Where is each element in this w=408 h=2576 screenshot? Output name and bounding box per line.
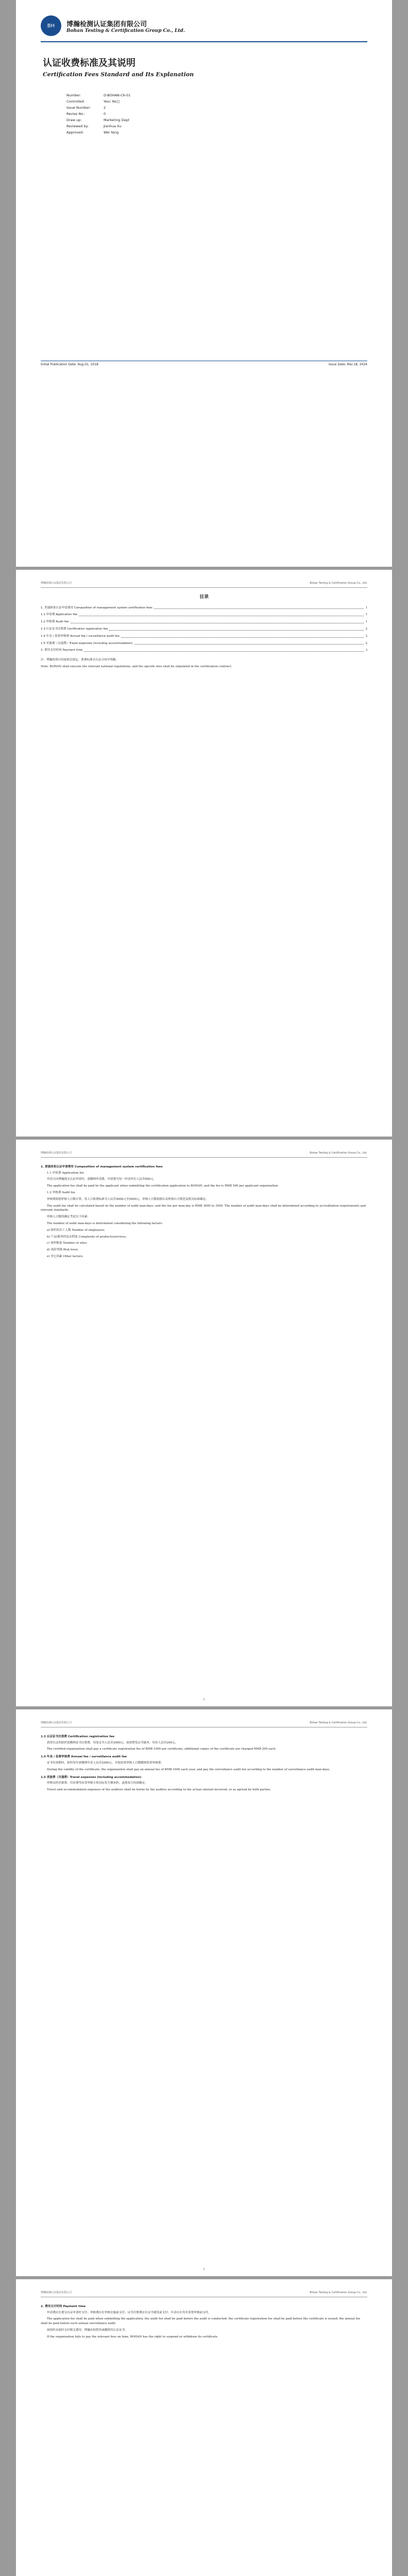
document-title-en: Certification Fees Standard and Its Explanation <box>43 71 194 78</box>
meta-row <box>66 117 367 123</box>
paragraph: The number of audit man-days is determined considering the following factors: <box>47 1222 163 1225</box>
toc-entry-label: 2. 费用支付时间 Payment time <box>41 649 83 652</box>
paragraph: 审核费依据审核人日数计算，每人日收费标准为人民币3000元至3500元。审核人日数依据认证机构认可规范及相关标准确定。 <box>47 1197 209 1201</box>
paragraph: 申请方向博瀚提交认证申请时，需缴纳申请费。申请费为每一申请单位人民币500元。 <box>47 1178 157 1181</box>
meta-key: Controlled: <box>66 99 85 104</box>
section-heading: 1.5 差旅费（交通费）Travel expenses (including accommodation) <box>41 1775 142 1779</box>
toc-entry-label: 1.4 年金 / 监督审核费 Annual fee / surveillance audit fee <box>41 634 120 638</box>
paragraph: The certified organization shall pay a certificate registration fee of RMB 1000 per certificate; additional copies of the certificate are charged RMB 200 each. <box>47 1748 277 1751</box>
section-heading: 1.4 年金 / 监督审核费 Annual fee / surveillance audit fee <box>41 1755 127 1759</box>
cover-page <box>16 0 392 567</box>
table-of-contents <box>41 606 367 653</box>
paragraph: The application fee shall be paid when submitting the application; the audit fee shall be paid before the audit is conducted; the certificate registration fee shall be paid before the certificate is issued; the annual fee shall be paid before each annual surveillance audit. <box>41 2317 361 2326</box>
paragraph: c) 场所数量 Number of sites; <box>47 1242 88 1245</box>
toc-entry-page: 1 <box>365 620 367 624</box>
meta-row <box>66 105 367 111</box>
section-heading: 2. 费用支付时间 Payment time <box>41 2304 86 2308</box>
meta-value: 2 <box>104 106 106 110</box>
toc-entry[interactable] <box>41 613 367 617</box>
toc-leader <box>121 637 364 638</box>
page-number: 2 <box>203 2268 205 2271</box>
paragraph: 证书有效期内，组织每年需缴纳年金人民币1000元，并按监督审核人日数缴纳监督审核费。 <box>47 1761 164 1765</box>
document-meta <box>66 92 367 135</box>
paragraph: 如组织未按时支付相关费用，博瀚有权暂停或撤销其认证证书。 <box>47 2328 128 2332</box>
toc-leader <box>134 644 364 645</box>
paragraph: The audit fee shall be calculated based on the number of audit man-days, and the fee per man-day is RMB 3000 to 3500. The number of audit man-days shall be determined according to accreditation requirements and relevant standards. <box>41 1204 366 1212</box>
page-number: 1 <box>203 1698 205 1701</box>
toc-entry[interactable] <box>41 606 367 611</box>
running-header: 博瀚检测认证集团有限公司 Bohan Testing & Certification Group Co., Ltd. <box>41 581 367 588</box>
toc-entry-label: 1. 普通体系认证申请费用 Composition of management system certification fees <box>41 606 152 609</box>
meta-value: 0 <box>104 112 106 116</box>
section-heading: 1.3 认证证书注册费 Certification registration fee <box>41 1735 115 1738</box>
toc-note-en: Note: BOHAN shall execute the relevant national regulations, and the specific fees shall be stipulated in the certification contract. <box>41 665 232 668</box>
paragraph: If the organization fails to pay the relevant fees on time, BOHAN has the right to suspend or withdraw its certificate. <box>47 2335 218 2338</box>
meta-key: Issue Number: <box>66 106 91 110</box>
paragraph: 申请费应在提交认证申请时支付；审核费应在审核实施前支付；证书注册费应在证书颁发前支付；年金应在每年监督审核前支付。 <box>47 2311 211 2314</box>
content-page <box>16 1140 392 1706</box>
toc-entry-label: 1.5 差旅费（交通费）Travel expenses (including accommodation) <box>41 641 133 645</box>
toc-entry[interactable] <box>41 641 367 646</box>
meta-key: Approved: <box>66 130 84 134</box>
toc-entry-label: 1.2 审核费 Audit fee <box>41 620 69 624</box>
meta-value: Yes√ No□ <box>104 99 120 104</box>
document-title-cn: 认证收费标准及其说明 <box>43 58 135 69</box>
publish-date: Initial Publication Date: Aug.01, 2018 <box>41 363 98 366</box>
paragraph: 审核员的差旅费、住宿费等由受审核方按实际发生额承担，或按双方协商确定。 <box>47 1782 148 1785</box>
meta-row <box>66 129 367 135</box>
company-name-en: Bohan Testing & Certification Group Co., Ltd. <box>66 28 185 33</box>
toc-entry[interactable] <box>41 648 367 653</box>
meta-value: Jianhua Xu <box>104 124 122 128</box>
toc-entry-page: 2 <box>365 627 367 631</box>
meta-value: Marketing Dept <box>104 118 130 122</box>
toc-leader <box>109 630 364 631</box>
toc-note-cn: 注：博瀚将执行国家相关规定，收费标准在认证合同中明确。 <box>41 658 119 662</box>
toc-page <box>16 570 392 1137</box>
running-header: 博瀚检测认证集团有限公司 Bohan Testing & Certification Group Co., Ltd. <box>41 1151 367 1158</box>
meta-row <box>66 98 367 105</box>
company-header <box>41 15 367 36</box>
meta-value: Wei Yang <box>104 130 119 134</box>
toc-entry-page: 3 <box>365 649 367 652</box>
paragraph: Travel and accommodation expenses of the auditors shall be borne by the auditee according to the actual amount incurred, or as agreed by both parties. <box>47 1788 271 1792</box>
toc-entry[interactable] <box>41 627 367 632</box>
running-header: 博瀚检测认证集团有限公司 Bohan Testing & Certification Group Co., Ltd. <box>41 1721 367 1727</box>
toc-entry-label: 1.1 申请费 Application fee <box>41 613 78 617</box>
meta-key: Number: <box>66 93 81 97</box>
paragraph: b) 产品/服务的复杂程度 Complexity of products/services; <box>47 1235 127 1239</box>
meta-value: D-BOHAN-C6-01 <box>104 93 131 97</box>
date-row <box>41 361 367 366</box>
paragraph: 获得认证的组织需缴纳证书注册费，每张证书人民币1000元；如需增发证书副本，每份人民币200元。 <box>47 1741 178 1744</box>
toc-entry-label: 1.3 认证证书注册费 Certification registration fee <box>41 627 108 631</box>
meta-key: Revise No.: <box>66 112 86 116</box>
paragraph: 审核人日数的确定考虑以下因素： <box>47 1215 90 1219</box>
running-header: 博瀚检测认证集团有限公司 Bohan Testing & Certification Group Co., Ltd. <box>41 2291 367 2297</box>
company-name-cn: 博瀚检测认证集团有限公司 <box>66 20 147 28</box>
toc-title: 目录 <box>199 594 209 600</box>
toc-entry-page: 1 <box>365 613 367 617</box>
header-rule <box>41 41 367 42</box>
meta-key: Draw up: <box>66 118 82 122</box>
content-page <box>16 1709 392 2276</box>
meta-key: Reviewed by: <box>66 124 89 128</box>
paragraph: d) 风险等级 Risk level; <box>47 1248 78 1252</box>
paragraph: a) 组织的员工人数 Number of employees; <box>47 1228 105 1232</box>
toc-leader <box>154 608 364 609</box>
paragraph: e) 其它因素 Other factors. <box>47 1255 84 1258</box>
meta-row <box>66 123 367 129</box>
paragraph: 1.2 审核费 Audit fee <box>47 1191 75 1194</box>
section-heading: 1. 普通体系认证申请费用 Composition of management system certification fees <box>41 1165 163 1168</box>
content-page <box>16 2279 392 2576</box>
meta-row <box>66 92 367 98</box>
meta-row <box>66 111 367 117</box>
toc-entry[interactable] <box>41 634 367 639</box>
content-pages <box>0 1140 408 2576</box>
company-logo: BH <box>41 15 61 36</box>
paragraph: During the validity of the certificate, the organization shall pay an annual fee of RMB 1000 each year, and pay the surveillance audit fee according to the number of surveillance audit man-days. <box>47 1768 330 1771</box>
issue-date: Issue Date: Mar.18, 2024 <box>328 363 367 366</box>
toc-entry-page: 2 <box>365 634 367 638</box>
toc-entry[interactable] <box>41 620 367 624</box>
paragraph: The application fee shall be paid by the applicant when submitting the certification application to BOHAN, and the fee is RMB 500 per applicant organization. <box>47 1184 279 1188</box>
paragraph: 1.1 申请费 Application fee <box>47 1171 84 1175</box>
toc-leader <box>84 651 364 652</box>
toc-entry-page: 1 <box>365 606 367 609</box>
toc-entry-page: 2 <box>365 641 367 645</box>
